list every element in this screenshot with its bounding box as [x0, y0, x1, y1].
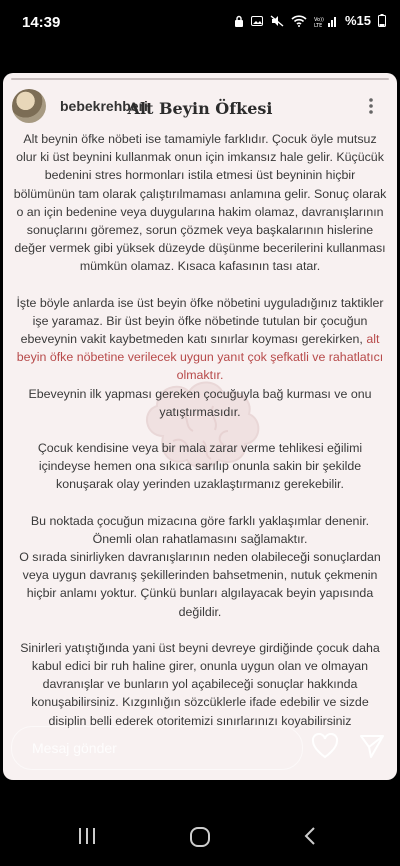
status-icons [234, 13, 386, 28]
message-input-placeholder: Mesaj gönder [32, 740, 117, 756]
signal-icon [314, 15, 338, 27]
story-progress-bar [11, 78, 389, 80]
image-icon [251, 15, 263, 27]
mute-icon [270, 15, 284, 27]
reply-bar [3, 725, 397, 775]
paragraph-3: Çocuk kendisine veya bir mala zarar verme tehlikesi eğilimi içindeyse hemen ona sıkıca sarılıp onunla sakin bir şekilde konuşarak olay yerinden uzaklaştırmanız gerekebilir. [37, 441, 363, 492]
story-card[interactable] [3, 73, 397, 780]
status-time: 14:39 [22, 14, 61, 31]
lock-icon [234, 15, 244, 27]
wifi-icon [291, 15, 307, 27]
send-icon[interactable] [358, 733, 386, 759]
story-title: Alt Beyin Öfkesi [127, 99, 273, 118]
paragraph-4b: Önemli olan rahatlamasını sağlamaktır. [92, 531, 308, 546]
svg-text:LTE: LTE [313, 22, 323, 27]
paragraph-2b: Ebeveynin ilk yapması gereken çocuğuyla bağ kurması ve onu yatıştırmasıdır. [28, 386, 372, 419]
paragraph-1: Alt beynin öfke nöbeti ise tamamiyle farklıdır. Çocuk öyle mutsuz olur ki üst beynini kullanmak onun için imkansız hale gelir. Küçücük bedenini stres hormonları istila etmesi üst beyninin hiçbir bölümünün tam olarak çalıştırılmaması anlamına gelir. Sonuç olarak o an için bedenine veya duygularına hakim olamaz, davranışlarının sonuçlarını göremez, sorun çözmek veya başkalarının hislerine değer vermek gibi yüksek düzeyde düşünme becerilerini kullanması mümkün olamaz. Kısaca kafasının tası atar. [13, 132, 387, 274]
battery-percentage: %15 [344, 13, 371, 28]
heart-icon[interactable] [311, 733, 339, 759]
status-bar [0, 0, 400, 46]
battery-icon [378, 14, 386, 27]
home-icon[interactable] [189, 826, 211, 848]
paragraph-4c: O sırada sinirliyken davranışlarının neden olabileceği sonuçlardan veya uygun davranış şekillerinden bahsetmenin, nutuk çekmenin hiçbir anlamı yoktur. Çünkü bunları algılayacak beyin yapısında değildir. [19, 550, 381, 619]
back-icon[interactable] [303, 826, 317, 846]
svg-text:Vo)): Vo)) [313, 16, 324, 23]
message-input[interactable] [11, 726, 303, 770]
username[interactable]: bebekrehberi [60, 98, 148, 114]
more-options-icon[interactable] [368, 97, 374, 115]
highlighted-text: alt beyin öfke nöbetine verilecek uygun yanıt çok şefkatli ve rahatlatıcı olmaktır. [16, 332, 384, 383]
navigation-bar [0, 820, 400, 860]
paragraph-2-text: İşte böyle anlarda ise üst beyin öfke nöbetini uyguladığınız taktikler işe yaramaz. Bir üst beyin öfke nöbetinde tutulan bir çocuğun ebeveynin vakit kaybetmeden katı sınırlar koyması gerekirken, [16, 295, 384, 347]
paragraph-5: Sinirleri yatıştığında yani üst beyni devreye girdiğinde çocuk daha kabul edici bir ruh haline girer, onunla uygun olan ve olmayan davranışlar ve bunların yol açabileceği sonuçlar hakkında konuşabilirsiniz. Kızgınlığın sözcüklerle ifade edebilir ve sizde disiplin belli ederek otoritemizi sınırlarınızı koyabilirsiniz [20, 640, 380, 728]
story-body [13, 130, 387, 730]
recent-apps-icon[interactable] [78, 826, 96, 846]
paragraph-2 [13, 294, 387, 385]
paragraph-4a: Bu noktada çocuğun mizacına göre farklı yaklaşımlar denenir. [30, 513, 370, 528]
